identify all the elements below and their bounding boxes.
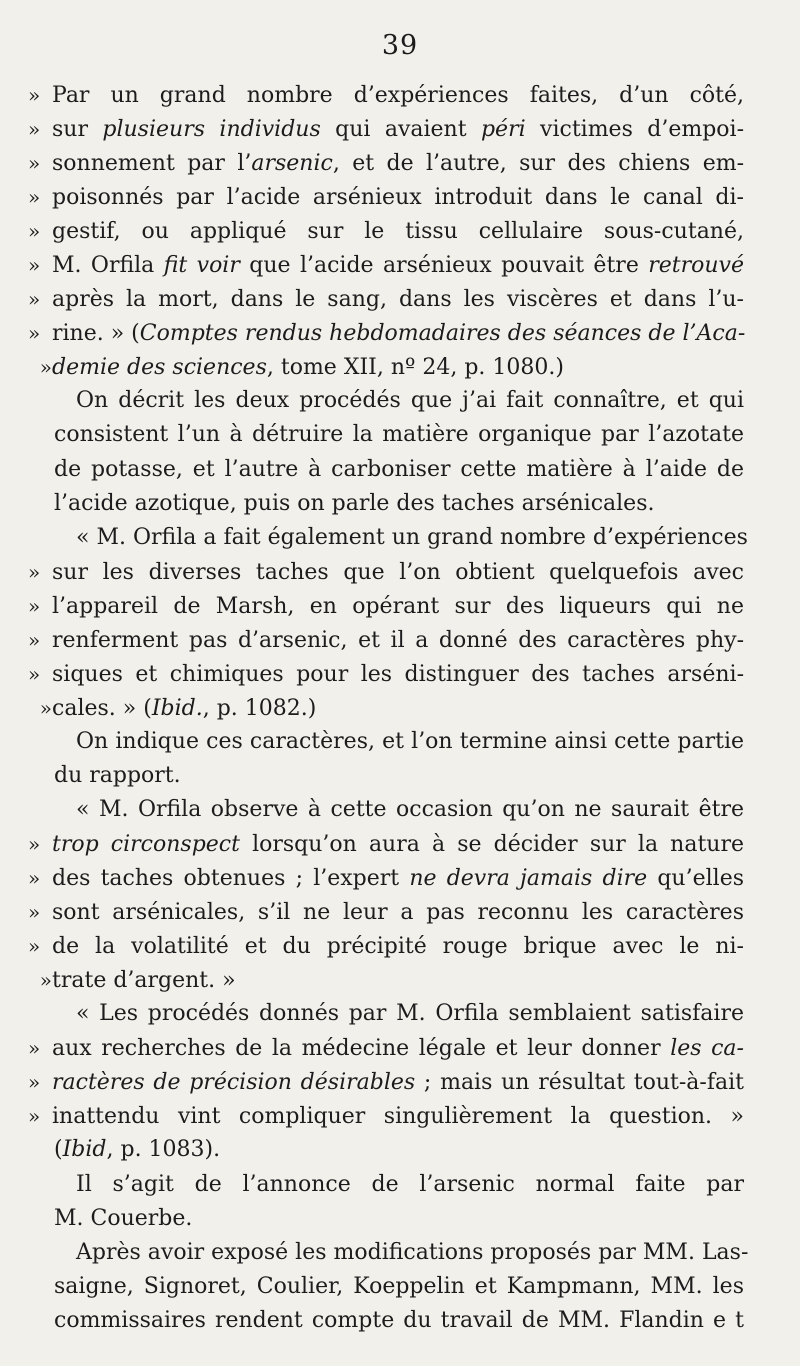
line-text: , p. 1083).	[106, 1137, 221, 1163]
line-text: cales. » (	[52, 695, 152, 721]
line-text: ; mais un résultat tout-à-fait	[415, 1070, 744, 1096]
text-line	[28, 657, 744, 691]
quote-mark: »	[28, 83, 41, 107]
line-text: « M. Orfila a fait également un grand nombre d’expériences	[76, 524, 748, 550]
line-text: « M. Orfila observe à cette occasion qu’on ne saurait être	[76, 796, 744, 822]
quote-mark: »	[39, 695, 52, 720]
line-text: commissaires rendent compte du travail de MM. Flandin e t	[54, 1307, 744, 1333]
italic-text: Ibid	[62, 1137, 107, 1163]
quote-mark: »	[28, 321, 41, 346]
quote-mark: »	[28, 287, 41, 312]
text-line	[28, 1031, 744, 1065]
line-text: après la mort, dans le sang, dans les viscères et dans l’u-	[52, 287, 744, 313]
line-text: gestif, ou appliqué sur le tissu cellulaire sous-cutané,	[52, 219, 744, 245]
quote-mark: »	[28, 185, 41, 210]
line-text: aux recherches de la médecine légale et leur donner	[52, 1036, 671, 1062]
text-line	[54, 793, 744, 827]
text-line	[39, 963, 744, 997]
text-line	[54, 759, 744, 793]
italic-text: ne devra jamais dire	[409, 866, 648, 892]
italic-text: les ca-	[670, 1036, 744, 1062]
quote-mark: »	[28, 661, 41, 686]
text-line	[28, 1099, 744, 1133]
line-text: On décrit les deux procédés que j’ai fait connaître, et qui	[76, 388, 744, 414]
line-text: du rapport.	[54, 762, 181, 788]
line-text: poisonnés par l’acide arsénieux introduit dans le canal di-	[52, 185, 744, 211]
text-line	[54, 1304, 744, 1338]
line-text: lorsqu’on aura à se décider sur la nature	[239, 832, 745, 858]
text-line	[28, 282, 744, 316]
text-line	[28, 623, 744, 657]
line-text: que l’acide arsénieux pouvait être	[239, 253, 649, 279]
quote-mark: »	[28, 559, 41, 584]
line-text: de potasse, et l’autre à carboniser cette matière à l’aide de	[54, 456, 744, 482]
text-line	[54, 453, 744, 487]
quote-mark: »	[28, 219, 41, 244]
line-text: Après avoir exposé les modifications proposés par MM. Las-	[76, 1239, 749, 1265]
line-text: M. Couerbe.	[54, 1205, 193, 1231]
text-line	[54, 1133, 744, 1167]
text-line	[28, 555, 744, 589]
text-line	[28, 214, 744, 248]
line-text: l’appareil de Marsh, en opérant sur des liqueurs qui ne	[52, 593, 744, 619]
text-line	[28, 112, 745, 146]
text-line	[28, 895, 744, 929]
text-line	[39, 691, 744, 725]
quote-mark: »	[28, 1036, 41, 1061]
text-line	[28, 827, 745, 861]
line-text: qu’elles	[647, 866, 745, 892]
quote-mark: »	[28, 934, 41, 959]
italic-text: Ibid.	[151, 695, 203, 721]
quote-mark: »	[28, 253, 41, 278]
quote-mark: »	[28, 832, 41, 857]
quote-mark: »	[28, 866, 41, 891]
line-text: Il s’agit de l’annonce de l’arsenic normal faite par	[76, 1171, 744, 1197]
text-line	[28, 180, 744, 214]
text-line	[54, 1270, 744, 1304]
page-number: 39	[381, 30, 419, 61]
line-text: siques et chimiques pour les distinguer des taches arséni-	[52, 661, 744, 687]
line-text: de la volatilité et du précipité rouge brique avec le ni-	[52, 934, 744, 960]
italic-text: retrouvé	[648, 253, 745, 279]
text-line	[39, 350, 744, 384]
text-line	[54, 1202, 744, 1236]
text-line	[54, 521, 748, 555]
italic-text: arsenic	[251, 151, 333, 177]
quote-mark: »	[28, 900, 41, 925]
line-text: consistent l’un à détruire la matière organique par l’azotate	[54, 422, 744, 448]
italic-text: Comptes rendus hebdomadaires des séances de l’Aca-	[139, 321, 746, 347]
line-text: trate d’argent. »	[52, 968, 236, 994]
italic-text: trop circonspect	[52, 832, 240, 858]
quote-mark: »	[39, 968, 52, 993]
line-text: « Les procédés donnés par M. Orfila semblaient satisfaire	[76, 1001, 744, 1027]
quote-mark: »	[28, 627, 41, 652]
line-text: inattendu vint compliquer singulièrement la question. »	[52, 1104, 744, 1130]
text-line	[28, 78, 744, 112]
line-text: On indique ces caractères, et l’on termine ainsi cette partie	[76, 728, 744, 754]
line-text: sont arsénicales, s’il ne leur a pas reconnu les caractères	[52, 900, 744, 926]
line-text: qui avaient	[320, 117, 481, 143]
text-line	[54, 1236, 749, 1270]
text-line	[54, 1168, 744, 1202]
line-text: l’acide azotique, puis on parle des taches arsénicales.	[54, 490, 655, 516]
line-text: victimes d’empoi-	[525, 117, 745, 143]
text-line	[28, 316, 746, 350]
line-text: , p. 1082.)	[202, 695, 317, 721]
text-line	[54, 418, 744, 452]
quote-mark: »	[39, 355, 52, 380]
italic-text: péri	[480, 117, 526, 143]
line-text: (	[54, 1137, 63, 1163]
line-text: renferment pas d’arsenic, et il a donné des caractères phy-	[52, 627, 744, 653]
line-text: Par un grand nombre d’expériences faites, d’un côté,	[52, 83, 744, 108]
quote-mark: »	[28, 1104, 41, 1129]
quote-mark: »	[28, 151, 41, 176]
text-line	[54, 384, 744, 418]
text-line	[54, 725, 744, 759]
quote-mark: »	[28, 1070, 41, 1095]
text-line	[54, 487, 744, 521]
text-line	[54, 997, 744, 1031]
line-text: , tome XII, nº 24, p. 1080.)	[266, 355, 564, 381]
line-text: sur	[52, 117, 103, 143]
text-line	[28, 146, 745, 180]
quote-mark: »	[28, 593, 41, 618]
body-text	[28, 78, 749, 1338]
text-line	[28, 248, 745, 282]
text-line	[28, 929, 744, 963]
text-line	[28, 589, 744, 623]
line-text: sonnement par l’	[52, 151, 252, 177]
italic-text: plusieurs individus	[102, 117, 321, 143]
italic-text: demie des sciences	[52, 355, 267, 381]
line-text: rine. » (	[52, 321, 140, 347]
italic-text: ractères de précision désirables	[52, 1070, 416, 1096]
text-line	[28, 1065, 744, 1099]
text-line	[28, 861, 745, 895]
line-text: M. Orfila	[52, 253, 164, 279]
quote-mark: »	[28, 117, 41, 142]
line-text: sur les diverses taches que l’on obtient quelquefois avec	[52, 559, 744, 585]
line-text: saigne, Signoret, Coulier, Koeppelin et Kampmann, MM. les	[54, 1273, 744, 1299]
line-text: , et de l’autre, sur des chiens em-	[332, 151, 745, 177]
italic-text: fit voir	[163, 253, 240, 279]
line-text: des taches obtenues ; l’expert	[52, 866, 410, 892]
